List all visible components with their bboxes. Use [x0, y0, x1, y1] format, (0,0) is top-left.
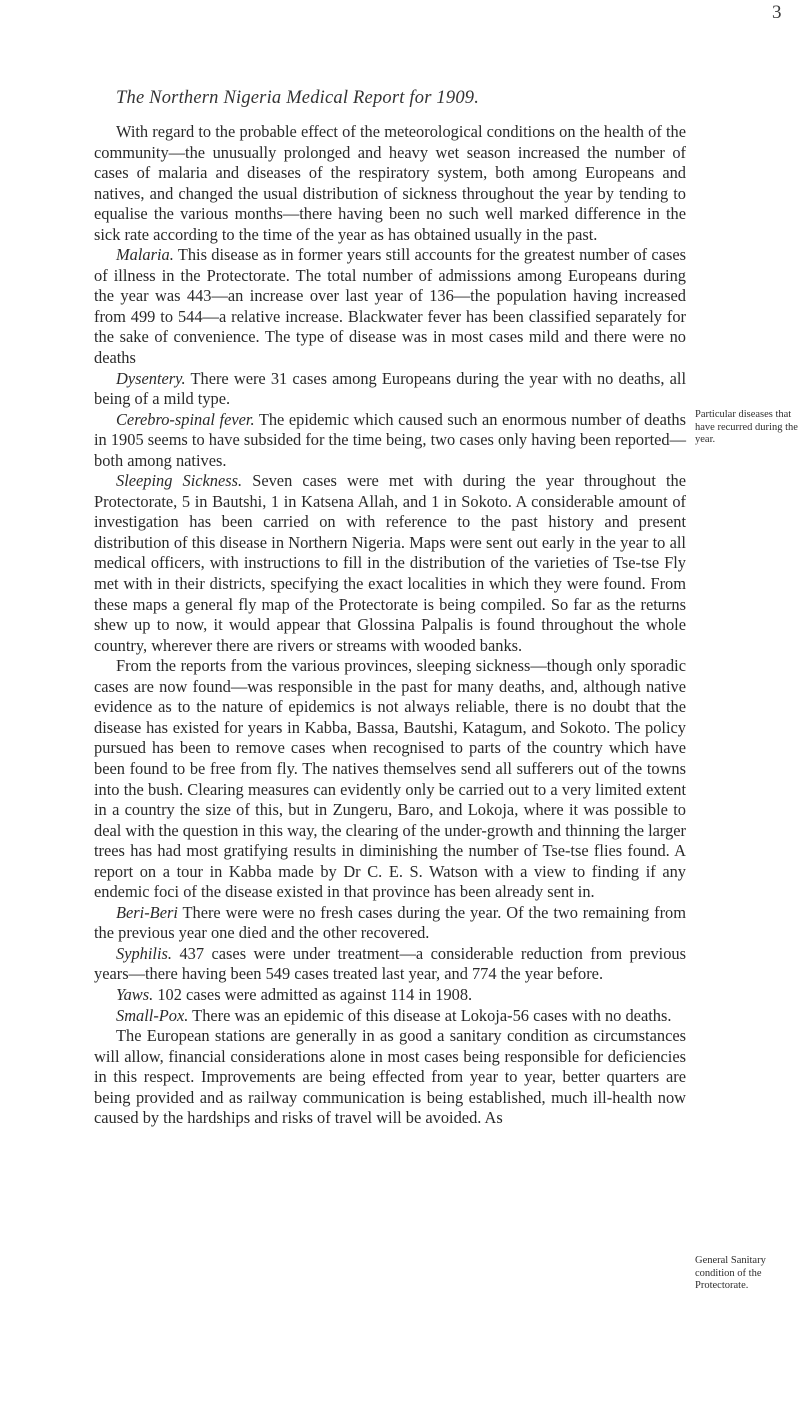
small-pox-heading: Small-Pox. — [116, 1005, 189, 1025]
page-number: 3 — [772, 2, 782, 23]
cerebro-spinal-text: The epidemic which caused such an enormous number of deaths in 1905 seems to have subsided for the time being, two cases only having been reported—both among natives. — [94, 409, 686, 470]
margin-note-particular-diseases: Particular diseases that have recurred during the year. — [695, 409, 798, 445]
yaws-heading: Yaws. — [116, 984, 154, 1004]
small-pox-text: There was an epidemic of this disease at Lokoja-56 cases with no deaths. — [188, 1005, 672, 1025]
running-header: The Northern Nigeria Medical Report for 1909. — [116, 88, 480, 108]
european-stations-paragraph: The European stations are generally in as good a sanitary condition as circumstances will allow, financial considerations alone in most cases being responsible for deficiencies in this respect. Improvements are being effected from year to year, better quarters are being provided and as railway communication is being established, much ill-health now caused by the hardships and risks of travel will be avoided. As — [94, 1026, 686, 1128]
sleeping-sickness-continued: From the reports from the various provinces, sleeping sickness—though only sporadic cases are now found—was responsible in the past for many deaths, and, although native evidence as to the nature of epidemics is not always reliable, there is no doubt that the disease has existed for years in Kabba, Bassa, Bautshi, Katagum, and Sokoto. The policy pursued has been to remove cases when recognised to parts of the country which have been found to be free from fly. The natives themselves send all sufferers out of the towns into the bush. Clearing measures can evidently only be carried out to a very limited extent in a country the size of this, but in Zungeru, Baro, and Lokoja, where it was possible to deal with the question in this way, the clearing of the under-growth and thinning the larger trees has had most gratifying results in diminishing the number of Tse-tse flies found. A report on a tour in Kabba made by Dr C. E. S. Watson with a view to finding if any endemic foci of the disease existed in that province has been already sent in. — [94, 656, 686, 902]
cerebro-spinal-paragraph — [94, 410, 686, 472]
sleeping-sickness-paragraph — [94, 471, 686, 656]
yaws-text: 102 cases were admitted as against 114 in 1908. — [153, 984, 473, 1004]
margin-note-general-sanitary: General Sanitary condition of the Protectorate. — [695, 1255, 766, 1291]
dysentery-text: There were 31 cases among Europeans during the year with no deaths, all being of a mild type. — [94, 368, 686, 409]
cerebro-spinal-heading: Cerebro-spinal fever. — [116, 409, 255, 429]
dysentery-paragraph — [94, 369, 686, 410]
report-body — [94, 122, 686, 1129]
syphilis-text: 437 cases were under treatment—a considerable reduction from previous years—there having been 549 cases treated last year, and 774 the year before. — [94, 943, 686, 984]
beri-beri-paragraph — [94, 903, 686, 944]
beri-beri-text: There were were no fresh cases during the year. Of the two remaining from the previous year one died and the other recovered. — [94, 902, 686, 943]
intro-paragraph: With regard to the probable effect of the meteorological conditions on the health of the community—the unusually prolonged and heavy wet season increased the number of cases of malaria and diseases of the respiratory system, both among Europeans and natives, and changed the usual distribution of sickness throughout the year by tending to equalise the various months—there having been no such well marked difference in the sick rate according to the time of the year as has obtained usually in the past. — [94, 122, 686, 244]
malaria-paragraph — [94, 245, 686, 368]
syphilis-heading: Syphilis. — [116, 943, 172, 963]
small-pox-paragraph — [94, 1006, 686, 1027]
beri-beri-heading: Beri-Beri — [116, 902, 178, 922]
syphilis-paragraph — [94, 944, 686, 985]
sleeping-sickness-heading: Sleeping Sickness. — [116, 471, 243, 491]
dysentery-heading: Dysentery. — [116, 368, 186, 388]
malaria-text: This disease as in former years still accounts for the greatest number of cases of illness in the Protectorate. The total number of admissions among Europeans during the year was 443—an increase over last year of 136—the population having increased from 499 to 544—a relative increase. Blackwater fever has been classified separately for the sake of convenience. The type of disease was in most cases mild and there were no deaths — [94, 245, 686, 368]
yaws-paragraph — [94, 985, 686, 1006]
malaria-heading: Malaria. — [116, 245, 174, 265]
sleeping-sickness-text: Seven cases were met with during the year throughout the Protectorate, 5 in Bautshi, 1 in Katsena Allah, and 1 in Sokoto. A considerable amount of investigation has been carried on with reference to the past history and present distribution of this disease in Northern Nigeria. Maps were sent out early in the year to all medical officers, with instructions to fill in the distribution of the varieties of Tse-tse Fly met with in their districts, specifying the exact localities in which they were found. From these maps a general fly map of the Protectorate is being compiled. So far as the returns shew up to now, it would appear that Glossina Palpalis is found throughout the whole country, wherever there are rivers or streams with wooded banks. — [94, 471, 686, 655]
